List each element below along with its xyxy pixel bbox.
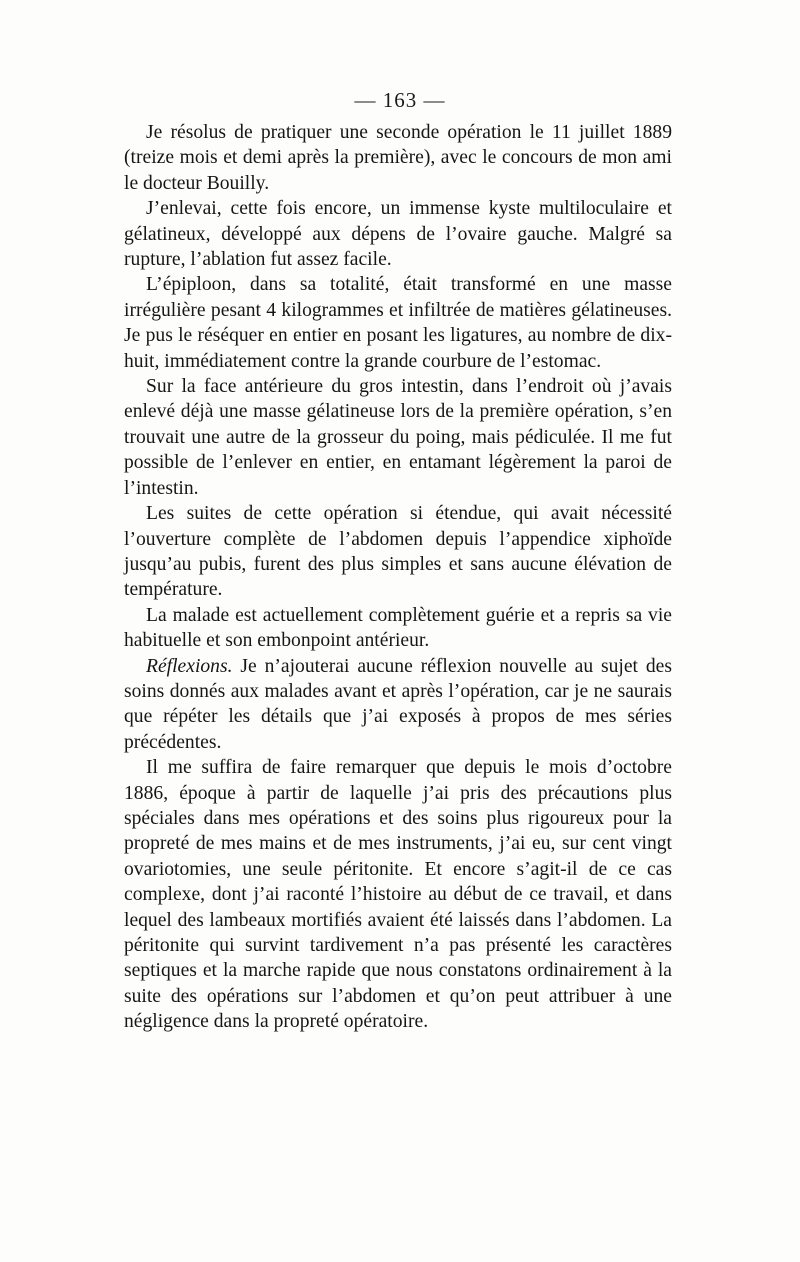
paragraph-reflexions (124, 654, 672, 756)
paragraph-epiploon: L’épiploon, dans sa totalité, était transformé en une masse irrégulière pesant 4 kilogrammes et infiltrée de matières gélatineuses. Je pus le réséquer en entier en posant les ligatures, au nombre de dix-huit, immédiatement contre la grande courbure de l’estomac. (124, 274, 672, 372)
paragraph-patient-cured: La malade est actuellement complètement guérie et a repris sa vie habituelle et son embonpoint antérieur. (124, 604, 672, 652)
paragraph-peritonitis-remark: Il me suffira de faire remarquer que depuis le mois d’octobre 1886, époque à partir de laquelle j’ai pris des précautions plus spéciales dans mes opérations et des soins plus rigoureux pour la propreté de mes mains et de mes instruments, j’ai eu, sur cent vingt ovariotomies, une seule péritonite. Et encore s’agit-il de ce cas complexe, dont j’ai raconté l’histoire au début de ce travail, et dans lequel des lambeaux mortifiés avaient été laissés dans l’abdomen. La péritonite qui survint tardivement n’a pas présenté les caractères septiques et la marche rapide que nous constatons ordinairement à la suite des opérations sur l’abdomen et qu’on peut attribuer à une négligence dans la propreté opératoire. (124, 757, 672, 1033)
paragraph-recovery-course: Les suites de cette opération si étendue, qui avait nécessité l’ouverture complète de l’abdomen depuis l’appendice xiphoïde jusqu’au pubis, furent des plus simples et sans aucune élévation de température. (124, 503, 672, 601)
body-text (124, 120, 672, 1035)
paragraph-cyst-removal: J’enlevai, cette fois encore, un immense kyste multiloculaire et gélatineux, développé aux dépens de l’ovaire gauche. Malgré sa rupture, l’ablation fut assez facile. (124, 198, 672, 271)
reflexions-heading: Réflexions. (146, 655, 233, 677)
reflexions-text: Je n’ajouterai aucune réflexion nouvelle au sujet des soins donnés aux malades avant et après l’opération, car je ne saurais que répéter les détails que j’ai exposés à propos de mes séries précédentes. (124, 655, 672, 753)
page-number: — 163 — (354, 88, 446, 112)
paragraph-intestine: Sur la face antérieure du gros intestin, dans l’endroit où j’avais enlevé déjà une masse gélatineuse lors de la première opération, s’en trouvait une autre de la grosseur du poing, mais pédiculée. Il me fut possible de l’enlever en entier, en entamant légèrement la paroi de l’intestin. (124, 376, 672, 499)
paragraph-second-operation: Je résolus de pratiquer une seconde opération le 11 juillet 1889 (treize mois et demi après la première), avec le concours de mon ami le docteur Bouilly. (124, 122, 672, 194)
